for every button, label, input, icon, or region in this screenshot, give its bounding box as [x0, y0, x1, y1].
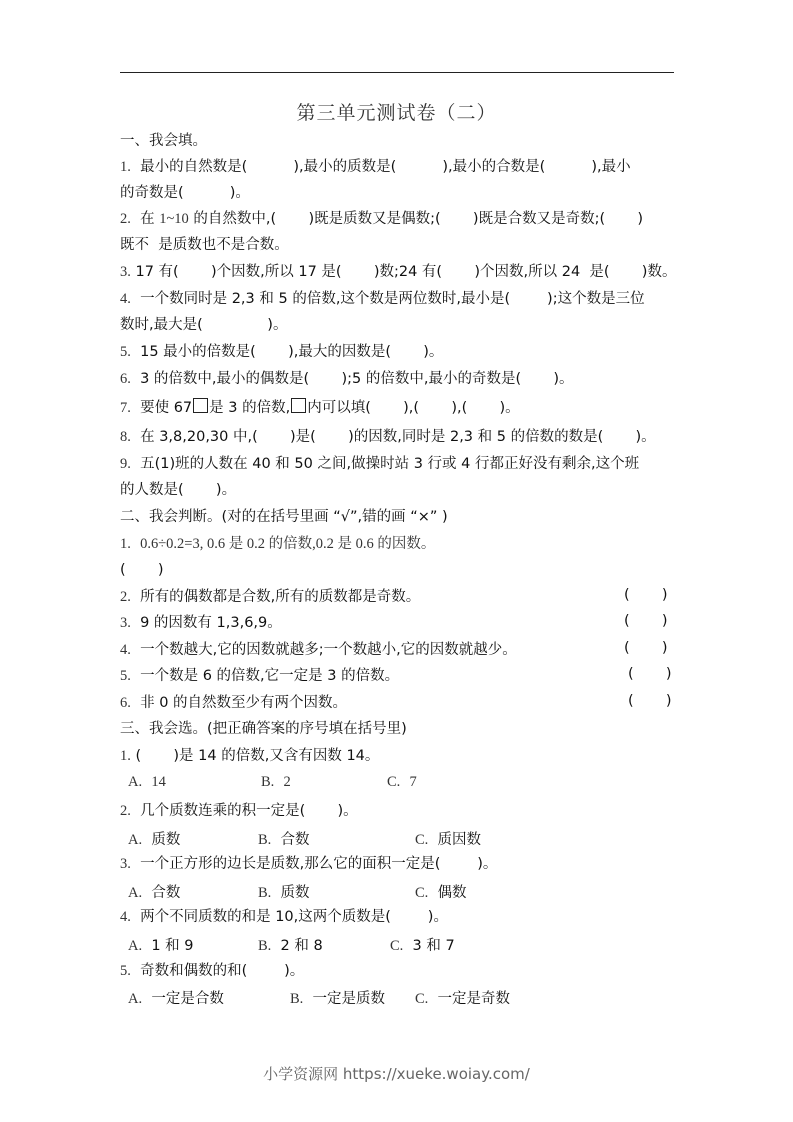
- judge-q4: [120, 640, 517, 660]
- choose-q4: [120, 907, 448, 927]
- fill-q1-line1: [120, 157, 631, 177]
- fill-q9-line1: [120, 454, 639, 474]
- fill-q3: [120, 262, 676, 282]
- fill-q9-line2: 的人数是( )。: [120, 482, 237, 498]
- question-text: ( )是 14 的倍数,又含有因数 14。: [135, 748, 380, 764]
- judge-q6: [120, 693, 347, 713]
- choose-q1-option-a[interactable]: [128, 774, 166, 791]
- question-number: 5.: [120, 344, 131, 360]
- choose-q1-option-b[interactable]: [261, 774, 291, 791]
- option-text: 3 和 7: [412, 938, 455, 954]
- choose-q3-option-a[interactable]: [128, 881, 180, 902]
- question-number: 5.: [120, 963, 131, 979]
- question-text: 奇数和偶数的和( )。: [140, 963, 305, 979]
- choose-q3-option-c[interactable]: [415, 881, 467, 902]
- choose-q1-option-c[interactable]: [387, 774, 417, 791]
- fill-q1-line2: 的奇数是( )。: [120, 185, 250, 201]
- option-label: C.: [387, 774, 401, 790]
- question-number: 7.: [120, 400, 131, 416]
- question-text: 内可以填( ),( ),( )。: [307, 400, 520, 416]
- question-text: 在 3,8,20,30 中,( )是( )的因数,同时是 2,3 和 5 的倍数的数是( )。: [140, 429, 656, 445]
- option-label: C.: [415, 991, 429, 1007]
- option-text: 2: [283, 774, 291, 790]
- judge-q6-answer-paren[interactable]: ( ): [628, 693, 672, 709]
- judge-q4-answer-paren[interactable]: ( ): [624, 640, 668, 656]
- fill-q5: [120, 342, 443, 362]
- option-label: C.: [390, 938, 404, 954]
- option-label: A.: [128, 885, 143, 901]
- option-text: 1 和 9: [151, 938, 194, 954]
- question-number: 2.: [120, 589, 131, 605]
- question-number: 3.: [120, 615, 131, 631]
- option-label: C.: [415, 832, 429, 848]
- option-text: 偶数: [437, 885, 467, 901]
- choose-q3-option-b[interactable]: [258, 881, 310, 902]
- question-number: 6.: [120, 695, 131, 711]
- question-text: 非 0 的自然数至少有两个因数。: [140, 695, 348, 711]
- choose-q5-option-b[interactable]: [290, 987, 385, 1008]
- question-text: 9 的因数有 1,3,6,9。: [140, 615, 282, 631]
- option-label: B.: [258, 938, 272, 954]
- question-text: 0.6÷0.2=3, 0.6 是 0.2 的倍数,0.2 是 0.6 的因数。: [140, 536, 436, 552]
- choose-q4-option-b[interactable]: [258, 934, 323, 955]
- choose-q4-option-c[interactable]: [390, 934, 455, 955]
- fill-q7: [120, 398, 520, 418]
- fill-q2-line1: [120, 209, 643, 229]
- question-number: 2.: [120, 803, 131, 819]
- judge-q3-answer-paren[interactable]: ( ): [624, 613, 668, 629]
- option-text: 质数: [280, 885, 310, 901]
- question-text: 15 最小的倍数是( ),最大的因数是( )。: [140, 344, 444, 360]
- question-number: 2.: [120, 211, 131, 227]
- question-number: 1.: [120, 536, 131, 552]
- option-label: A.: [128, 991, 143, 1007]
- question-text: 一个数是 6 的倍数,它一定是 3 的倍数。: [140, 668, 400, 684]
- question-number: 3.: [120, 856, 131, 872]
- question-text: 的自然数中,( )既是质数又是偶数;( )既是合数又是奇数;( ): [188, 211, 644, 227]
- question-number: 6.: [120, 371, 131, 387]
- option-label: B.: [258, 885, 272, 901]
- choose-q3: [120, 854, 497, 874]
- option-label: B.: [258, 832, 272, 848]
- choose-q5: [120, 961, 304, 981]
- blank-box-icon: [291, 398, 306, 413]
- option-label: B.: [261, 774, 275, 790]
- fill-q4-line1: [120, 289, 645, 309]
- choose-q2-option-c[interactable]: [415, 828, 481, 849]
- option-label: A.: [128, 774, 143, 790]
- option-text: 合数: [151, 885, 181, 901]
- question-text: 一个数同时是 2,3 和 5 的倍数,这个数是两位数时,最小是( );这个数是三位: [140, 291, 645, 307]
- option-text: 合数: [280, 832, 310, 848]
- question-number: 4.: [120, 291, 131, 307]
- choose-q5-option-c[interactable]: [415, 987, 510, 1008]
- judge-q3: [120, 613, 282, 633]
- choose-q2-option-a[interactable]: [128, 828, 180, 849]
- choose-q1: [120, 746, 379, 766]
- question-number: 1.: [120, 748, 131, 764]
- question-text: 一个正方形的边长是质数,那么它的面积一定是( )。: [140, 856, 498, 872]
- question-number: 4.: [120, 909, 131, 925]
- question-number: 1.: [120, 159, 131, 175]
- question-text: 在: [140, 211, 160, 227]
- question-number: 3.: [120, 264, 131, 280]
- section-3-heading: 三、我会选。(把正确答案的序号填在括号里): [120, 721, 407, 737]
- option-text: 质数: [151, 832, 181, 848]
- question-number: 9.: [120, 456, 131, 472]
- judge-q2: [120, 587, 420, 607]
- question-text: 两个不同质数的和是 10,这两个质数是( )。: [140, 909, 448, 925]
- question-number: 5.: [120, 668, 131, 684]
- footer-watermark: 小学资源网 https://xueke.woiay.com/: [263, 1065, 530, 1083]
- fill-q6: [120, 369, 574, 389]
- section-1-heading: 一、我会填。: [120, 133, 207, 149]
- option-text: 一定是奇数: [437, 991, 511, 1007]
- fill-q8: [120, 427, 656, 447]
- option-label: A.: [128, 938, 143, 954]
- option-text: 一定是合数: [151, 991, 224, 1007]
- option-text: 2 和 8: [280, 938, 323, 954]
- choose-q2: [120, 801, 358, 821]
- judge-q2-answer-paren[interactable]: ( ): [624, 587, 668, 603]
- question-text: 是 3 的倍数,: [209, 400, 291, 416]
- option-text: 一定是质数: [312, 991, 386, 1007]
- question-text: 一个数越大,它的因数就越多;一个数越小,它的因数就越少。: [140, 642, 517, 658]
- fill-q2-line2: 既不 是质数也不是合数。: [120, 237, 289, 253]
- header-rule: [120, 72, 674, 73]
- judge-q5-answer-paren[interactable]: ( ): [628, 666, 672, 682]
- judge-q1-paren: ( ): [120, 562, 164, 578]
- judge-q1: [120, 534, 435, 554]
- choose-q4-option-a[interactable]: [128, 934, 194, 955]
- page-title: 第三单元测试卷（二）: [296, 102, 497, 124]
- question-number: 4.: [120, 642, 131, 658]
- option-label: C.: [415, 885, 429, 901]
- question-text: 最小的自然数是( ),最小的质数是( ),最小的合数是( ),最小: [140, 159, 631, 175]
- option-text: 7: [409, 774, 417, 790]
- question-text: 17 有( )个因数,所以 17 是( )数;24 有( )个因数,所以 24 是( )数。: [135, 264, 677, 280]
- choose-q2-option-b[interactable]: [258, 828, 310, 849]
- section-2-heading: 二、我会判断。(对的在括号里画 “√”,错的画 “×” ): [120, 509, 448, 525]
- question-text: 五(1)班的人数在 40 和 50 之间,做操时站 3 行或 4 行都正好没有剩余,这个班: [140, 456, 640, 472]
- question-text: 3 的倍数中,最小的偶数是( );5 的倍数中,最小的奇数是( )。: [140, 371, 574, 387]
- option-text: 14: [151, 774, 166, 790]
- judge-q5: [120, 666, 399, 686]
- question-text: 几个质数连乘的积一定是( )。: [140, 803, 358, 819]
- option-label: A.: [128, 832, 143, 848]
- question-number: 8.: [120, 429, 131, 445]
- question-text: 要使 67: [140, 400, 193, 416]
- blank-box-icon: [193, 398, 208, 413]
- fill-q4-line2: 数时,最大是( )。: [120, 317, 288, 333]
- number-range: 1~10: [159, 211, 189, 227]
- choose-q5-option-a[interactable]: [128, 987, 224, 1008]
- option-label: B.: [290, 991, 304, 1007]
- question-text: 所有的偶数都是合数,所有的质数都是奇数。: [140, 589, 421, 605]
- option-text: 质因数: [437, 832, 482, 848]
